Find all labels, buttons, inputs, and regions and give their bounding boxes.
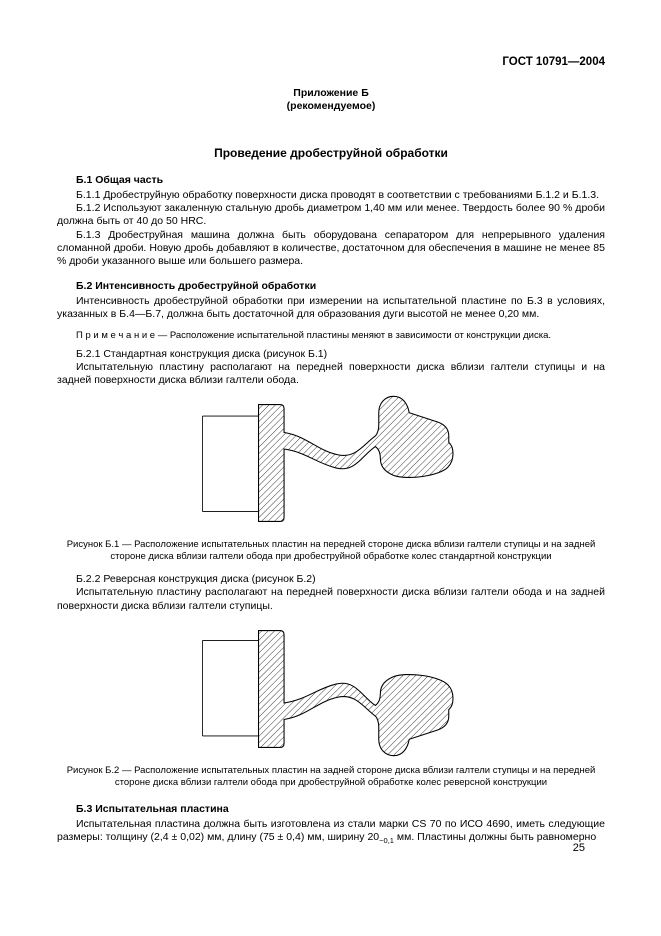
paragraph-b22: Испытательную пластину располагают на передней поверхности диска вблизи галтели обода и на задней поверхности диска вблизи галтели ступицы. bbox=[57, 586, 605, 612]
figure-b2-caption: Рисунок Б.2 — Расположение испытательных пластин на задней стороне диска вблизи галтели ступицы и на передней стороне диска вблизи галтели обода при дробеструйной обработке колес реверсной конструкции bbox=[66, 764, 596, 788]
figure-b1 bbox=[57, 393, 605, 533]
figure-b2 bbox=[57, 619, 605, 759]
page-number: 25 bbox=[572, 842, 585, 854]
section-b2-heading: Б.2 Интенсивность дробеструйной обработки bbox=[76, 280, 317, 293]
section-b3-heading: Б.3 Испытательная пластина bbox=[76, 802, 229, 815]
hub-bore-lines bbox=[203, 640, 259, 736]
paragraph-b2-1: Интенсивность дробеструйной обработки при измерении на испытательной пластине по Б.3 в условиях, указанных в Б.4—Б.7, должна быть достаточной для образования дуги высотой не менее 0,20 мм. bbox=[57, 295, 605, 321]
wheel-section-outline bbox=[259, 397, 453, 522]
wheel-cross-section-standard-drawing bbox=[191, 393, 471, 533]
note-b2: П р и м е ч а н и е — Расположение испытательной пластины меняют в зависимости от конструкции диска. bbox=[76, 329, 552, 341]
paragraph-b21: Испытательную пластину располагают на передней поверхности диска вблизи галтели ступицы и на задней поверхности диска вблизи галтели обода. bbox=[57, 360, 605, 387]
appendix-heading bbox=[57, 87, 605, 112]
paragraph-b3-1 bbox=[57, 818, 605, 848]
page-title: Проведение дробеструйной обработки bbox=[214, 146, 448, 160]
paragraph-b1-3: Б.1.3 Дробеструйная машина должна быть оборудована сепаратором для непрерывного удаления сломанной дроби. Новую дробь добавляют в количестве, достаточном для обеспечения в машине не менее 85 % дроби указанного выше или большего размера. bbox=[57, 228, 605, 268]
paragraph-b3-1-text: Испытательная пластина должна быть изготовлена из стали марки CS 70 по ИСО 4690, иметь следующие размеры: толщину (2,4 ± 0,02) мм, длину (75 ± 0,4) мм, ширину 20 bbox=[57, 817, 605, 844]
wheel-cross-section-reversed-drawing bbox=[191, 619, 471, 759]
appendix-label: Приложение Б bbox=[293, 87, 369, 99]
appendix-type: (рекомендуемое) bbox=[286, 99, 376, 112]
hub-bore-lines bbox=[203, 416, 259, 512]
subsection-b22-heading: Б.2.2 Реверсная конструкция диска (рисунок Б.2) bbox=[76, 573, 316, 586]
wheel-section-outline bbox=[259, 630, 453, 755]
doc-number: ГОСТ 10791—2004 bbox=[502, 56, 605, 68]
section-b1-heading: Б.1 Общая часть bbox=[76, 174, 164, 186]
paragraph-b3-1-text-cont: мм. Пластины должны быть равномерно bbox=[393, 831, 597, 844]
paragraph-b1-1: Б.1.1 Дробеструйную обработку поверхности диска проводят в соответствии с требованиями Б.1.2 и Б.1.3. bbox=[76, 189, 600, 201]
tolerance-subscript: −0,1 bbox=[379, 836, 394, 846]
subsection-b21-heading: Б.2.1 Стандартная конструкция диска (рисунок Б.1) bbox=[76, 347, 328, 360]
paragraph-b1-2: Б.1.2 Используют закаленную стальную дробь диаметром 1,40 мм или менее. Твердость более 90 % дроби должна быть от 40 до 50 HRC. bbox=[57, 202, 605, 228]
figure-b1-caption: Рисунок Б.1 — Расположение испытательных пластин на передней стороне диска вблизи галтели ступицы и на задней стороне диска вблизи галтели обода при дробеструйной обработке колес стандартной конструкции bbox=[66, 539, 596, 563]
